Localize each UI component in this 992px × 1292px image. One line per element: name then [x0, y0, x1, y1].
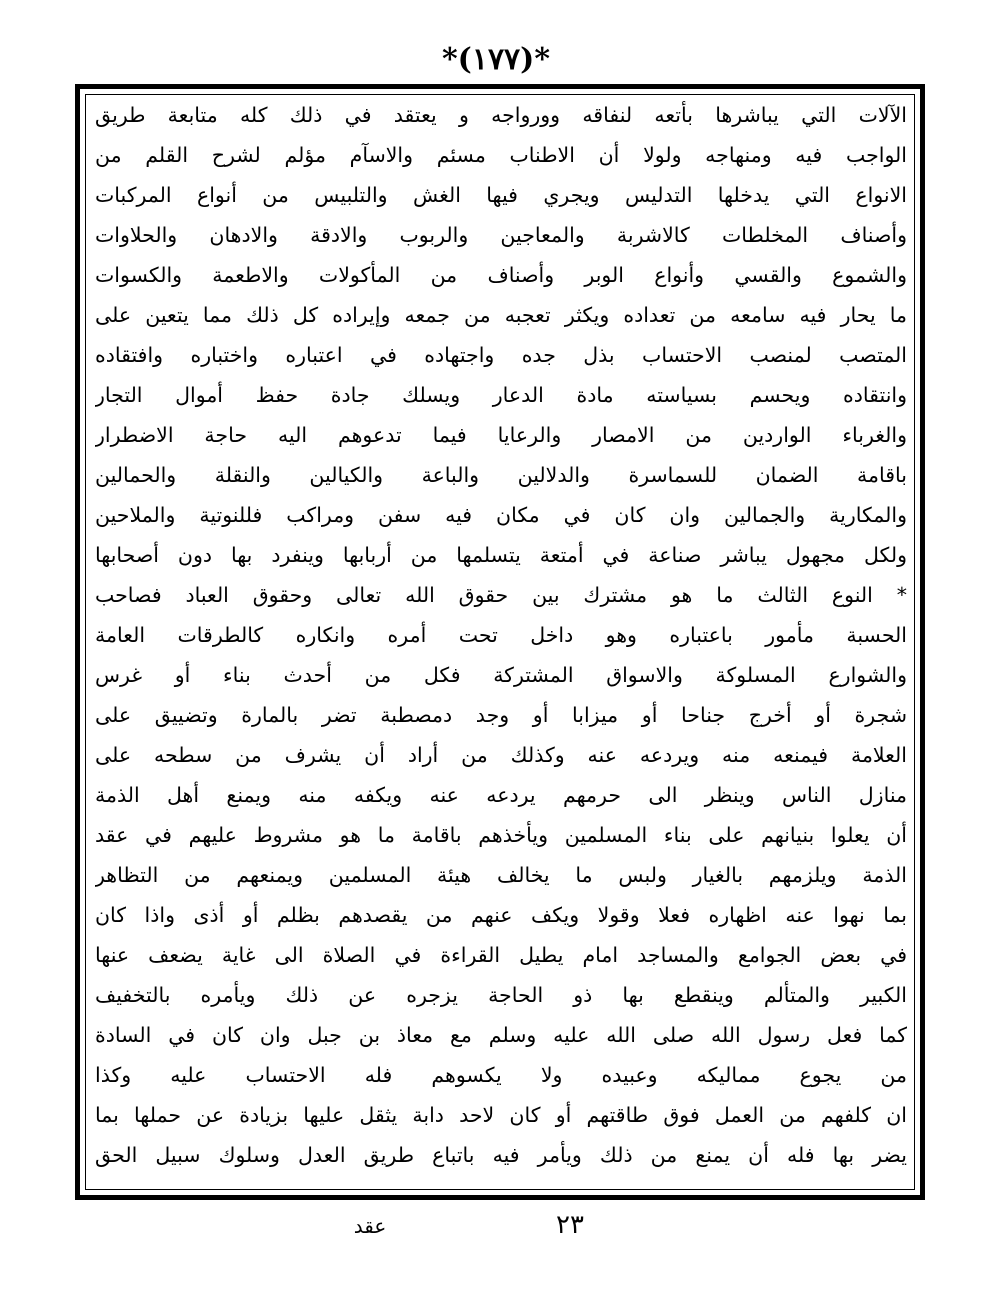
text-line: وانتقاده ويحسم بسياسته مادة الدعار ويسلك جادة حفظ أموال التجار	[95, 383, 907, 407]
text-line: وأصناف المخلطات كالاشربة والمعاجين والربوب والادقة والادهان والحلاوات	[95, 223, 907, 247]
text-line: شجرة أو أخرج جناحا أو ميزابا أو وجد دمصطبة تضر بالمارة وتضييق على	[95, 703, 907, 727]
text-line: الكبير والمتألم وينقطع بها ذو الحاجة يزجره عن ذلك ويأمره بالتخفيف	[95, 983, 907, 1007]
text-line: الواجب فيه ومنهاجه ولولا أن الاطناب مسئم والاسآم مؤلم لشرح القلم من	[95, 143, 907, 167]
text-line: المتصب لمنصب الاحتساب بذل جده واجتهاده في اعتباره واختباره وافتقاده	[95, 343, 907, 367]
text-line: في بعض الجوامع والمساجد امام يطيل القراءة في الصلاة الى غاية يضعف عنها	[95, 943, 907, 967]
footer-signature-word: عقد	[353, 1214, 387, 1238]
text-line: منازل الناس وينظر الى حرمهم يردعه عنه ويكفه منه ويمنع أهل الذمة	[95, 783, 907, 807]
text-line: بما نهوا عنه اظهاره فعلا وقولا ويكف عنهم من يقصدهم بظلم أو أذى واذا كان	[95, 903, 907, 927]
text-line: من يجوع مماليكه وعبيده ولا يكسوهم فله الاحتساب عليه وكذا	[95, 1063, 907, 1087]
text-line: أن يعلوا بنيانهم على بناء المسلمين ويأخذهم باقامة ما هو مشروط عليهم في عقد	[95, 823, 907, 847]
text-line: ان كلفهم من العمل فوق طاقتهم أو كان لاحد دابة يثقل عليها بزيادة عن حملها بما	[95, 1103, 907, 1127]
text-line: الذمة ويلزمهم بالغيار ولبس ما يخالف هيئة المسلمين ويمنعهم من التظاهر	[95, 863, 907, 887]
text-line: * النوع الثالث ما هو مشترك بين حقوق الله تعالى وحقوق العباد فصاحب	[95, 583, 907, 607]
text-line: الحسبة مأمور باعتباره وهو داخل تحت أمره وانكاره كالطرقات العامة	[95, 623, 907, 647]
text-line: والشوارع المسلوكة والاسواق المشتركة فكل من أحدث بناء أو غرس	[95, 663, 907, 687]
text-line: والمكارية والجمالين وان كان في مكان فيه سفن ومراكب فللنوتية والملاحين	[95, 503, 907, 527]
text-line: الآلات التي يباشرها بأتعه لنفاقه وورواجه و يعتقد في ذلك كله متابعة طريق	[95, 103, 907, 127]
page-number: *(١٧٧)*	[441, 42, 551, 77]
text-line: والغرباء الواردين من الامصار والرعايا فيما تدعوهم اليه حاجة الاضطرار	[95, 423, 907, 447]
text-line: ولكل مجهول يباشر صناعة في أمتعة يتسلمها من أربابها وينفرد بها دون أصحابها	[95, 543, 907, 567]
text-line: يضر بها فله أن يمنع من ذلك ويأمر فيه باتباع طريق العدل وسلوك سبيل الحق	[95, 1143, 907, 1167]
main-text-block	[95, 95, 907, 1190]
text-line: الانواع التي يدخلها التدليس ويجري فيها الغش والتلبيس من أنواع المركبات	[95, 183, 907, 207]
text-line: ما يحار فيه سامعه من تعداده ويكثر تعجبه من جمعه وإيراده كل ذلك مما يتعين على	[95, 303, 907, 327]
text-line: والشموع والقسي وأنواع الوبر وأصناف من المأكولات والاطعمة والكسوات	[95, 263, 907, 287]
footer-gathering-number: ٢٣	[556, 1210, 584, 1240]
text-line: كما فعل رسول الله صلى الله عليه وسلم مع معاذ بن جبل وان كان في السادة	[95, 1023, 907, 1047]
text-line: باقامة الضمان للسماسرة والدلالين والباعة والكيالين والنقلة والحمالين	[95, 463, 907, 487]
text-line: العلامة فيمنعه منه ويردعه عنه وكذلك من أراد أن يشرف من سطحه على	[95, 743, 907, 767]
